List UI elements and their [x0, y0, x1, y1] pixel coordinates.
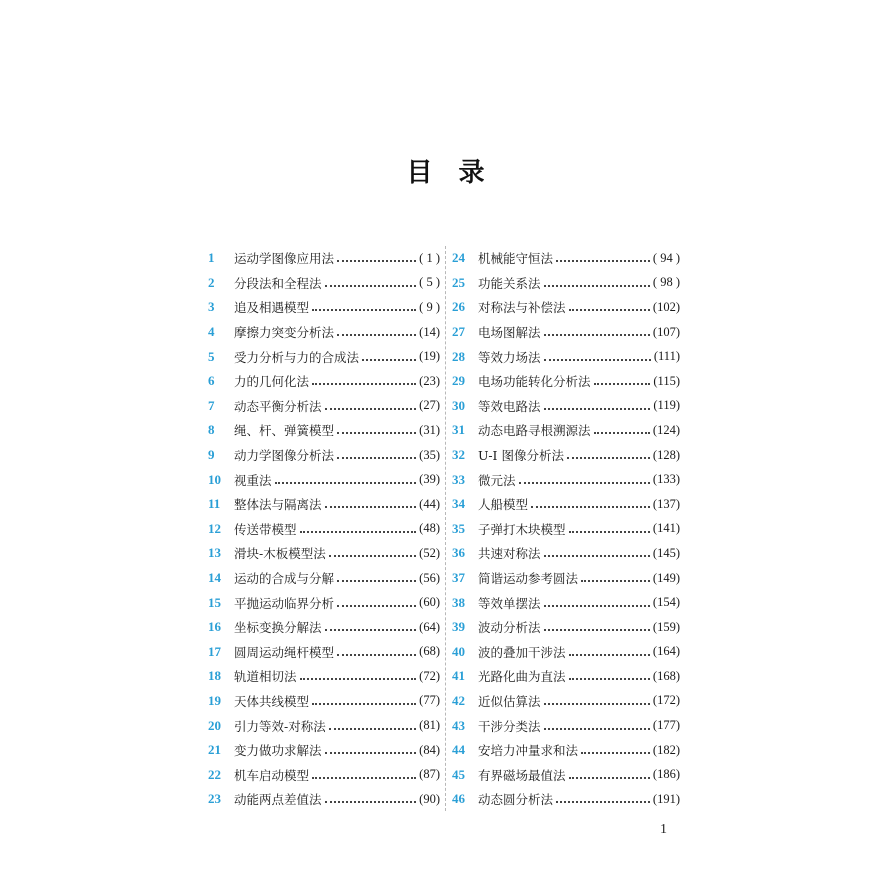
toc-entry-page: (68)	[419, 644, 440, 659]
toc-entry-page: (107)	[652, 324, 680, 339]
dot-leader	[556, 799, 650, 803]
toc-entry-number: 23	[208, 791, 221, 807]
toc-entry[interactable]	[208, 394, 440, 419]
toc-entry-number: 41	[452, 668, 465, 684]
toc-left-column	[208, 246, 440, 812]
dot-leader	[531, 504, 650, 508]
dot-leader	[544, 283, 650, 287]
toc-entry-page: ( 9 )	[419, 299, 440, 314]
toc-entry-number: 20	[208, 717, 221, 733]
toc-entry-number: 11	[208, 496, 221, 512]
toc-entry-title: 轨道相切法	[234, 669, 297, 685]
toc-entry-number: 26	[452, 299, 465, 315]
toc-entry-number: 19	[208, 692, 221, 708]
toc-entry[interactable]	[452, 394, 680, 419]
toc-entry-title: 运动学图像应用法	[234, 251, 335, 267]
toc-entry-title: 整体法与隔离法	[234, 497, 322, 513]
toc-entry-number: 39	[452, 619, 465, 635]
toc-entry-title: 有界磁场最值法	[478, 767, 566, 783]
toc-entry-title: 对称法与补偿法	[478, 300, 566, 316]
dot-leader	[325, 750, 417, 754]
toc-entry[interactable]	[208, 369, 440, 394]
toc-entry-title: 引力等效-对称法	[234, 718, 326, 734]
toc-entry-page: (119)	[653, 398, 680, 413]
toc-entry[interactable]	[452, 787, 680, 812]
toc-entry-page: (81)	[419, 718, 440, 733]
toc-entry-number: 10	[208, 471, 221, 487]
toc-entry-number: 38	[452, 594, 465, 610]
toc-entry-page: (39)	[419, 472, 440, 487]
toc-entry-page: (60)	[419, 595, 440, 610]
toc-entry-number: 13	[208, 545, 221, 561]
toc-entry-number: 21	[208, 742, 221, 758]
toc-entry[interactable]	[208, 320, 440, 345]
dot-leader	[544, 406, 651, 410]
toc-entry-number: 45	[452, 766, 465, 782]
toc-entry[interactable]	[452, 566, 680, 591]
toc-entry-title: 动态平衡分析法	[234, 398, 322, 414]
toc-entry-number: 35	[452, 520, 465, 536]
dot-leader	[544, 553, 650, 557]
toc-entry-number: 25	[452, 274, 465, 290]
toc-entry-title: 绳、杆、弹簧模型	[234, 423, 335, 439]
toc-entry-page: (141)	[652, 521, 680, 536]
toc-entry-page: (128)	[652, 447, 680, 462]
toc-entry[interactable]	[208, 664, 440, 689]
toc-entry-page: (182)	[652, 742, 680, 757]
toc-entry-title: 动能两点差值法	[234, 792, 322, 808]
toc-entry-title: 传送带模型	[234, 521, 297, 537]
toc-entry-title: 动力学图像分析法	[234, 448, 335, 464]
toc-entry-title: 等效电路法	[478, 398, 541, 414]
toc-entry[interactable]	[452, 492, 680, 517]
toc-entry-number: 37	[452, 570, 465, 586]
toc-entry-title: 干涉分类法	[478, 718, 541, 734]
toc-entry-number: 24	[452, 250, 465, 266]
dot-leader	[337, 258, 416, 262]
toc-entry[interactable]	[452, 615, 680, 640]
toc-entry-number: 17	[208, 643, 221, 659]
toc-entry-number: 46	[452, 791, 465, 807]
dot-leader	[325, 406, 417, 410]
toc-entry[interactable]	[452, 664, 680, 689]
toc-entry-page: (191)	[652, 791, 680, 806]
dot-leader	[325, 504, 417, 508]
toc-entry-page: (14)	[419, 324, 440, 339]
toc-entry-title: 共速对称法	[478, 546, 541, 562]
toc-entry[interactable]	[452, 418, 680, 443]
toc-entry-title: 视重法	[234, 472, 272, 488]
toc-entry-page: (90)	[419, 791, 440, 806]
dot-leader	[337, 603, 416, 607]
toc-entry[interactable]	[208, 467, 440, 492]
toc-entry-page: (172)	[652, 693, 680, 708]
toc-entry[interactable]	[208, 590, 440, 615]
toc-entry-number: 28	[452, 348, 465, 364]
toc-entry-title: 受力分析与力的合成法	[234, 349, 360, 365]
dot-leader	[544, 627, 650, 631]
toc-entry[interactable]	[208, 418, 440, 443]
toc-entry-number: 4	[208, 324, 215, 340]
toc-entry-page: ( 1 )	[419, 250, 440, 265]
toc-entry[interactable]	[208, 541, 440, 566]
toc-entry[interactable]	[452, 467, 680, 492]
dot-leader	[325, 283, 417, 287]
dot-leader	[594, 381, 651, 385]
toc-entry[interactable]	[208, 689, 440, 714]
toc-entry-number: 42	[452, 692, 465, 708]
toc-entry[interactable]	[452, 517, 680, 542]
toc-entry[interactable]	[208, 517, 440, 542]
toc-entry-title: 电场图解法	[478, 325, 541, 341]
toc-entry[interactable]	[452, 713, 680, 738]
toc-entry[interactable]	[208, 615, 440, 640]
toc-entry[interactable]	[452, 271, 680, 296]
toc-entry-title: 等效力场法	[478, 349, 541, 365]
toc-entry-page: (177)	[652, 718, 680, 733]
dot-leader	[337, 430, 416, 434]
dot-leader	[569, 652, 650, 656]
toc-entry-page: (23)	[419, 373, 440, 388]
toc-entry[interactable]	[208, 443, 440, 468]
toc-entry-page: (84)	[419, 742, 440, 757]
toc-entry-title: 微元法	[478, 472, 516, 488]
toc-entry-title: 人船模型	[478, 497, 529, 513]
toc-entry-title: 天体共线模型	[234, 693, 310, 709]
toc-entry-page: (168)	[652, 668, 680, 683]
toc-entry[interactable]	[208, 492, 440, 517]
toc-entry-number: 3	[208, 299, 215, 315]
toc-entry-page: (56)	[419, 570, 440, 585]
toc-entry-number: 2	[208, 274, 215, 290]
toc-entry[interactable]	[452, 689, 680, 714]
dot-leader	[569, 307, 650, 311]
toc-entry[interactable]	[452, 344, 680, 369]
toc-entry-page: (164)	[652, 644, 680, 659]
toc-entry[interactable]	[452, 590, 680, 615]
page-title: 目录	[406, 158, 511, 188]
dot-leader	[544, 332, 650, 336]
toc-entry-page: (48)	[419, 521, 440, 536]
toc-entry-number: 31	[452, 422, 465, 438]
toc-right-column	[452, 246, 680, 812]
toc-entry-title: 等效单摆法	[478, 595, 541, 611]
toc-entry-page: (154)	[652, 595, 680, 610]
toc-entry-number: 29	[452, 373, 465, 389]
toc-entry-page: (133)	[652, 472, 680, 487]
dot-leader	[337, 332, 416, 336]
toc-entry-title: 分段法和全程法	[234, 275, 322, 291]
toc-entry-page: (149)	[652, 570, 680, 585]
toc-entry-title: 机械能守恒法	[478, 251, 554, 267]
toc-entry-number: 14	[208, 570, 221, 586]
toc-entry[interactable]	[452, 320, 680, 345]
toc-entry-title: 简谐运动参考圆法	[478, 571, 579, 587]
toc-entry-page: ( 94 )	[652, 250, 680, 265]
toc-entry-title: 安培力冲量求和法	[478, 743, 579, 759]
toc-entry-title: 电场功能转化分析法	[478, 374, 591, 390]
toc-entry-title: 坐标变换分解法	[234, 620, 322, 636]
toc-entry-page: (77)	[419, 693, 440, 708]
dot-leader	[312, 307, 416, 311]
dot-leader	[337, 455, 416, 459]
toc-entry-page: (27)	[419, 398, 440, 413]
toc-entry-number: 1	[208, 250, 215, 266]
toc-entry-title: 变力做功求解法	[234, 743, 322, 759]
toc-entry-number: 33	[452, 471, 465, 487]
dot-leader	[312, 381, 416, 385]
toc-entry[interactable]	[452, 640, 680, 665]
dot-leader	[300, 529, 417, 533]
toc-entry-number: 34	[452, 496, 465, 512]
toc-entry-number: 8	[208, 422, 215, 438]
toc-entry-number: 18	[208, 668, 221, 684]
toc-entry-page: (111)	[653, 349, 680, 364]
toc-entry-page: ( 5 )	[419, 275, 440, 290]
dot-leader	[569, 775, 650, 779]
page-number: 1	[660, 822, 667, 837]
toc-entry-page: (159)	[652, 619, 680, 634]
dot-leader	[329, 553, 416, 557]
toc-entry[interactable]	[208, 566, 440, 591]
toc-entry-title: 平抛运动临界分析	[234, 595, 335, 611]
toc-entry-page: (52)	[419, 545, 440, 560]
toc-entry-number: 6	[208, 373, 215, 389]
toc-entry[interactable]	[208, 246, 440, 271]
toc-entry-page: (145)	[652, 545, 680, 560]
toc-entry-title: 功能关系法	[478, 275, 541, 291]
toc-entry-page: (72)	[419, 668, 440, 683]
toc-entry[interactable]	[452, 443, 680, 468]
toc-entry-number: 9	[208, 447, 215, 463]
toc-entry[interactable]	[208, 295, 440, 320]
toc-entry[interactable]	[208, 344, 440, 369]
dot-leader	[325, 627, 417, 631]
toc-entry[interactable]	[208, 713, 440, 738]
toc-entry-title: 圆周运动绳杆模型	[234, 644, 335, 660]
toc-entry-number: 43	[452, 717, 465, 733]
toc-entry-title: 追及相遇模型	[234, 300, 310, 316]
toc-entry[interactable]	[452, 295, 680, 320]
toc-entry[interactable]	[452, 762, 680, 787]
dot-leader	[337, 578, 416, 582]
toc-entry-page: (35)	[419, 447, 440, 462]
toc-entry-title: 近似估算法	[478, 693, 541, 709]
dot-leader	[567, 455, 650, 459]
toc-entry-page: (31)	[419, 422, 440, 437]
dot-leader	[312, 775, 416, 779]
toc-entry[interactable]	[452, 738, 680, 763]
dot-leader	[581, 578, 650, 582]
toc-entry-number: 15	[208, 594, 221, 610]
toc-entry-title: 波动分析法	[478, 620, 541, 636]
toc-entry-number: 44	[452, 742, 465, 758]
column-divider	[445, 246, 446, 811]
toc-entry-page: (115)	[653, 373, 680, 388]
toc-entry-title: 子弹打木块模型	[478, 521, 566, 537]
dot-leader	[556, 258, 650, 262]
toc-entry-title: 动态圆分析法	[478, 792, 554, 808]
toc-entry-number: 5	[208, 348, 215, 364]
dot-leader	[594, 430, 650, 434]
toc-entry-title: 光路化曲为直法	[478, 669, 566, 685]
toc-entry-number: 12	[208, 520, 221, 536]
toc-entry-title: 机车启动模型	[234, 767, 310, 783]
toc-entry-number: 40	[452, 643, 465, 659]
toc-entry-number: 27	[452, 324, 465, 340]
dot-leader	[362, 357, 416, 361]
toc-entry[interactable]	[208, 271, 440, 296]
dot-leader	[337, 652, 416, 656]
dot-leader	[312, 701, 416, 705]
toc-entry[interactable]	[452, 541, 680, 566]
dot-leader	[544, 726, 650, 730]
toc-entry-page: (124)	[652, 422, 680, 437]
toc-entry-page: (64)	[419, 619, 440, 634]
toc-entry[interactable]	[208, 787, 440, 812]
toc-entry-page: (186)	[652, 767, 680, 782]
toc-entry-title: U-I 图像分析法	[478, 448, 564, 464]
dot-leader	[329, 726, 416, 730]
toc-entry-page: ( 98 )	[652, 275, 680, 290]
toc-entry-title: 波的叠加干涉法	[478, 644, 566, 660]
toc-entry-number: 7	[208, 397, 215, 413]
toc-entry-title: 滑块-木板模型法	[234, 546, 326, 562]
toc-entry-page: (19)	[419, 349, 440, 364]
toc-entry[interactable]	[208, 738, 440, 763]
toc-entry-number: 16	[208, 619, 221, 635]
toc-entry-page: (137)	[652, 496, 680, 511]
toc-entry-title: 力的几何化法	[234, 374, 310, 390]
toc-entry-title: 动态电路寻根溯源法	[478, 423, 591, 439]
toc-entry-title: 摩擦力突变分析法	[234, 325, 335, 341]
dot-leader	[544, 603, 650, 607]
toc-entry-number: 22	[208, 766, 221, 782]
toc-entry-page: (102)	[652, 299, 680, 314]
dot-leader	[581, 750, 650, 754]
dot-leader	[275, 480, 417, 484]
dot-leader	[569, 676, 650, 680]
dot-leader	[569, 529, 650, 533]
toc-entry[interactable]	[452, 246, 680, 271]
dot-leader	[519, 480, 650, 484]
dot-leader	[544, 357, 651, 361]
toc-entry-number: 36	[452, 545, 465, 561]
dot-leader	[544, 701, 650, 705]
toc-entry-page: (87)	[419, 767, 440, 782]
dot-leader	[325, 799, 417, 803]
toc-entry-number: 30	[452, 397, 465, 413]
dot-leader	[300, 676, 417, 680]
toc-entry-title: 运动的合成与分解	[234, 571, 335, 587]
toc-entry[interactable]	[208, 762, 440, 787]
toc-entry[interactable]	[452, 369, 680, 394]
toc-entry[interactable]	[208, 640, 440, 665]
toc-entry-number: 32	[452, 447, 465, 463]
toc-entry-page: (44)	[419, 496, 440, 511]
